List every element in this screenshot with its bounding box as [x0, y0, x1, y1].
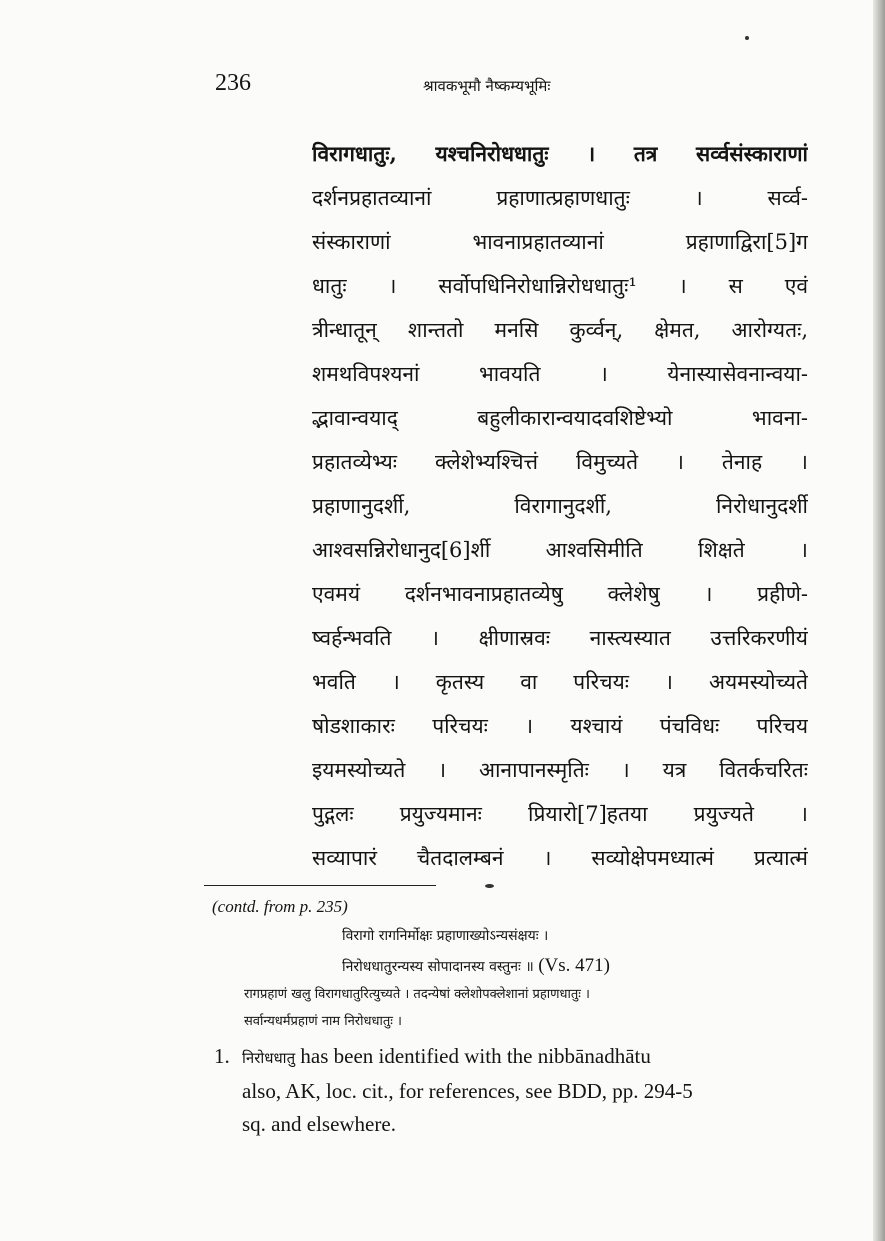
text-line: पुद्गलः प्रयुज्यमानः प्रियारो[7]हतया प्रयुज्यते ।: [312, 802, 808, 826]
text-line: त्रीन्धातून् शान्ततो मनसि कुर्व्वन्, क्षेमत, आरोग्यतः,: [312, 318, 808, 342]
ink-speck: [485, 884, 494, 888]
footnote-rule: [204, 885, 436, 886]
footnote-verse-line: विरागो रागनिर्मोक्षः प्रहाणाख्योऽन्यसंक्षयः ।: [342, 928, 549, 944]
footnote-1: [214, 1040, 814, 1141]
footnote-verse-text: निरोधधातुरन्यस्य सोपादानस्य वस्तुनः ॥: [342, 959, 534, 975]
text-line: ष्वर्हन्भवति । क्षीणास्रवः नास्त्यस्यात उत्तरिकरणीयं: [312, 626, 808, 650]
text-line: आश्वसन्निरोधानुद[6]र्शी आश्वसिमीति शिक्षते ।: [312, 538, 808, 562]
footnote-verse-line: [212, 951, 812, 981]
text-line: धातुः । सर्वोपधिनिरोधान्निरोधधातुः¹ । स एवं: [312, 274, 808, 298]
book-spine-shadow: [873, 0, 885, 1241]
text-line: दर्शनप्रहातव्यानां प्रहाणात्प्रहाणधातुः । सर्व्व-: [312, 186, 808, 210]
footnote-body: [214, 1040, 812, 1141]
text-line: शमथविपश्यनां भावयति । येनास्यासेवनान्वया-: [312, 362, 808, 386]
running-head: श्रावकभूमौ नैष्कम्यभूमिः: [423, 77, 551, 95]
verse-reference: (Vs. 471): [538, 955, 610, 976]
text-line: एवमयं दर्शनभावनाप्रहातव्येषु क्लेशेषु । प्रहीणे-: [312, 582, 808, 606]
text-line: द्भावान्वयाद् बहुलीकारान्वयादवशिष्टेभ्यो भावना-: [312, 406, 808, 430]
footnote-text: has been identified with the nibbānadhātu: [300, 1044, 651, 1068]
footnote-text: also, AK, loc. cit., for references, see BDD, pp. 294-5: [242, 1079, 693, 1103]
text-line: भवति । कृतस्य वा परिचयः । अयमस्योच्यते: [312, 670, 808, 694]
text-line: प्रहातव्येभ्यः क्लेशेभ्यश्चित्तं विमुच्यते । तेनाह ।: [312, 450, 808, 474]
text-line: इयमस्योच्यते । आनापानस्मृतिः । यत्र वितर्कचरितः: [312, 758, 808, 782]
footnote-prose-line: सर्वान्यधर्मप्रहाणं नाम निरोधधातुः ।: [244, 1014, 402, 1029]
main-text-block: [312, 132, 808, 880]
footnote-term: निरोधधातु: [242, 1049, 296, 1067]
ink-speck: [745, 36, 749, 40]
text-line: सव्यापारं चैतदालम्बनं । सव्योक्षेपमध्यात्मं प्रत्यात्मं: [312, 846, 808, 870]
footnotes-block: [212, 893, 812, 1035]
text-line: षोडशाकारः परिचयः । यश्चायं पंचविधः परिचय: [312, 714, 808, 738]
footnote-text: sq. and elsewhere.: [242, 1112, 396, 1136]
footnote-number: 1.: [214, 1044, 230, 1068]
text-line: संस्काराणां भावनाप्रहातव्यानां प्रहाणाद्विरा[5]ग: [312, 230, 808, 254]
page-number: 236: [215, 70, 251, 96]
footnote-prose-line: रागप्रहाणं खलु विरागधातुरित्युच्यते । तदन्येषां क्लेशोपक्लेशानां प्रहाणधातुः ।: [244, 987, 590, 1002]
text-line: विरागधातुः, यश्चनिरोधधातुः । तत्र सर्व्वसंस्काराणां: [312, 141, 808, 166]
footnote-continued-label: (contd. from p. 235): [212, 897, 348, 916]
text-line: प्रहाणानुदर्शी, विरागानुदर्शी, निरोधानुदर्शी: [312, 494, 808, 518]
page-header: [215, 70, 635, 104]
